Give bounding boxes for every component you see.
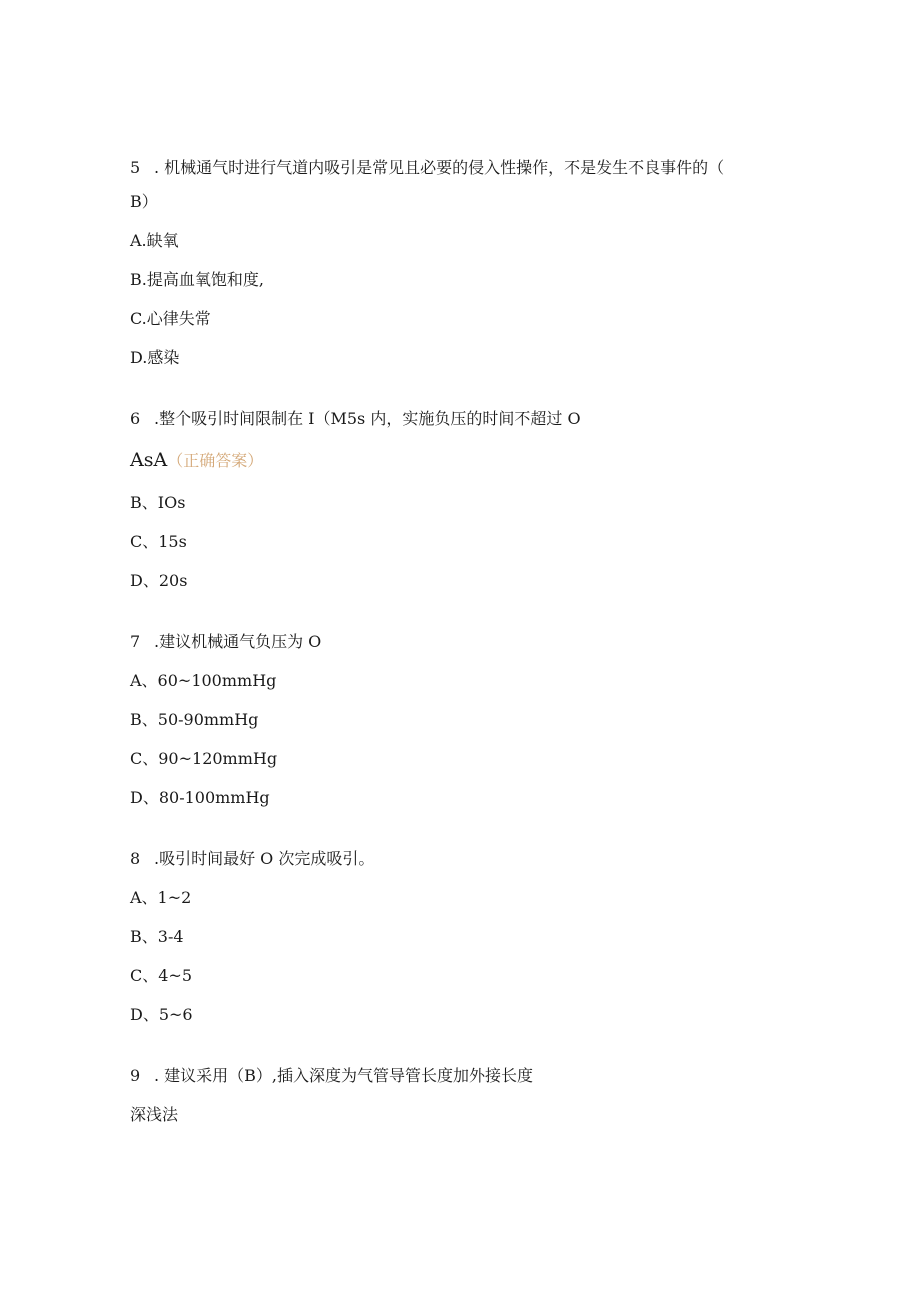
question-5-option-d[interactable]: D.感染 — [130, 348, 180, 367]
question-8-stem — [130, 849, 374, 869]
answer-option-text: AsA — [130, 449, 168, 471]
question-5-stem — [130, 158, 724, 178]
question-6-stem — [130, 409, 581, 429]
question-number: 9 — [130, 1066, 141, 1085]
question-6-option-a[interactable] — [130, 450, 263, 471]
question-number: 7 — [130, 632, 141, 651]
question-text: .吸引时间最好 O 次完成吸引。 — [154, 849, 375, 868]
question-6-option-b[interactable]: B、IOs — [130, 493, 186, 512]
question-7-option-b[interactable]: B、50-90mmHg — [130, 710, 259, 729]
question-5-option-c[interactable]: C.心律失常 — [130, 309, 211, 328]
question-text: . 机械通气时进行气道内吸引是常见且必要的侵入性操作，不是发生不良事件的（ — [154, 158, 725, 177]
question-text: . 建议采用（B）,插入深度为气管导管长度加外接长度 — [154, 1066, 534, 1085]
question-9-stem — [130, 1066, 533, 1086]
question-number: 6 — [130, 409, 141, 428]
question-7-option-d[interactable]: D、80-100mmHg — [130, 788, 270, 807]
question-8-option-a[interactable]: A、1~2 — [130, 888, 192, 907]
question-8-option-b[interactable]: B、3-4 — [130, 927, 184, 946]
question-6-option-d[interactable]: D、20s — [130, 571, 188, 590]
question-7-option-c[interactable]: C、90~120mmHg — [130, 749, 278, 768]
question-number: 5 — [130, 158, 141, 177]
question-9-option-a[interactable]: 深浅法 — [130, 1105, 179, 1124]
question-number: 8 — [130, 849, 141, 868]
question-text: .整个吸引时间限制在 I（M5s 内，实施负压的时间不超过 O — [154, 409, 581, 428]
question-6-option-c[interactable]: C、15s — [130, 532, 187, 551]
question-7-stem — [130, 632, 321, 652]
question-5-stem-continued: B） — [130, 192, 158, 211]
question-5-option-b[interactable]: B.提高血氧饱和度, — [130, 270, 264, 289]
question-8-option-d[interactable]: D、5~6 — [130, 1005, 193, 1024]
question-5-option-a[interactable]: A.缺氧 — [130, 231, 179, 250]
question-text: .建议机械通气负压为 O — [154, 632, 322, 651]
question-8-option-c[interactable]: C、4~5 — [130, 966, 193, 985]
correct-answer-note: （正确答案） — [167, 451, 264, 470]
question-7-option-a[interactable]: A、60~100mmHg — [130, 671, 277, 690]
